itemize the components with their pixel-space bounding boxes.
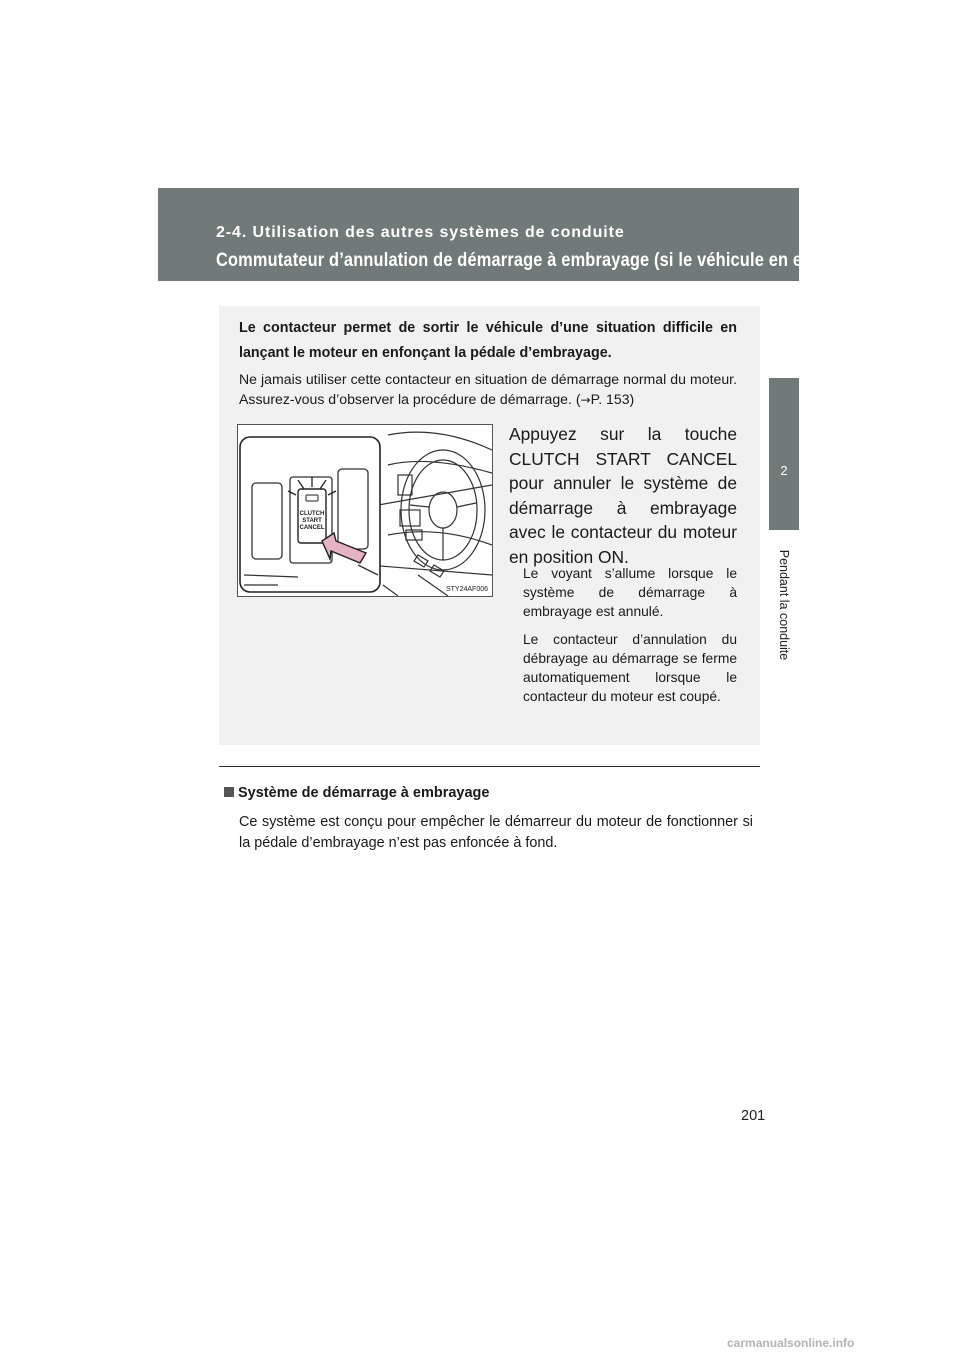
chapter-number: 2 bbox=[780, 463, 788, 478]
watermark: carmanualsonline.info bbox=[727, 1336, 855, 1350]
button-label-line-3: CANCEL bbox=[299, 525, 325, 531]
section-divider bbox=[219, 766, 760, 767]
dashboard-illustration-svg bbox=[238, 425, 492, 596]
subsection-heading-text: Système de démarrage à embrayage bbox=[238, 785, 490, 801]
chapter-label-text: Pendant la conduite bbox=[777, 549, 791, 661]
detail-auto-off-text: Le contacteur d’annulation du débrayage au démarrage se ferme automatiquement lorsque le contacteur du moteur est coupé. bbox=[523, 632, 737, 704]
note-text: Ne jamais utiliser cette contacteur en situation de démarrage normal du moteur. Assurez-vous d’observer la procédure de démarrage. ( bbox=[239, 371, 737, 407]
chapter-header bbox=[158, 188, 863, 281]
info-box bbox=[219, 306, 760, 745]
instruction-text: Appuyez sur la touche CLUTCH START CANCEL pour annuler le système de démarrage à embrayage avec le contacteur du moteur en position ON. bbox=[509, 424, 737, 567]
dashboard-illustration bbox=[237, 424, 493, 597]
square-bullet-icon bbox=[224, 787, 234, 797]
page-title: Commutateur d’annulation de démarrage à embrayage (si le véhicule en est doté) bbox=[216, 249, 863, 271]
info-note bbox=[239, 369, 737, 410]
button-label-line-1: CLUTCH bbox=[299, 511, 325, 517]
button-label-line-2: START bbox=[302, 518, 322, 524]
subsection-body: Ce système est conçu pour empêcher le démarreur du moteur de fonctionner si la pédale d’embrayage n’est pas enfoncée à fond. bbox=[239, 814, 753, 851]
section-heading: 2-4. Utilisation des autres systèmes de conduite bbox=[216, 224, 625, 241]
page-number: 201 bbox=[741, 1108, 766, 1124]
subsection-heading bbox=[224, 785, 489, 801]
arrow-icon: → bbox=[580, 393, 591, 407]
page-reference-link[interactable]: P. 153) bbox=[590, 391, 635, 407]
chapter-tab[interactable] bbox=[769, 378, 799, 530]
info-lead: Le contacteur permet de sortir le véhicule d’une situation difficile en lançant le moteur en enfonçant la pédale d’embrayage. bbox=[239, 320, 737, 361]
chapter-label bbox=[772, 540, 796, 670]
figure-code: STY24AF006 bbox=[445, 586, 488, 593]
detail-indicator-text: Le voyant s’allume lorsque le système de démarrage à embrayage est annulé. bbox=[523, 566, 737, 619]
